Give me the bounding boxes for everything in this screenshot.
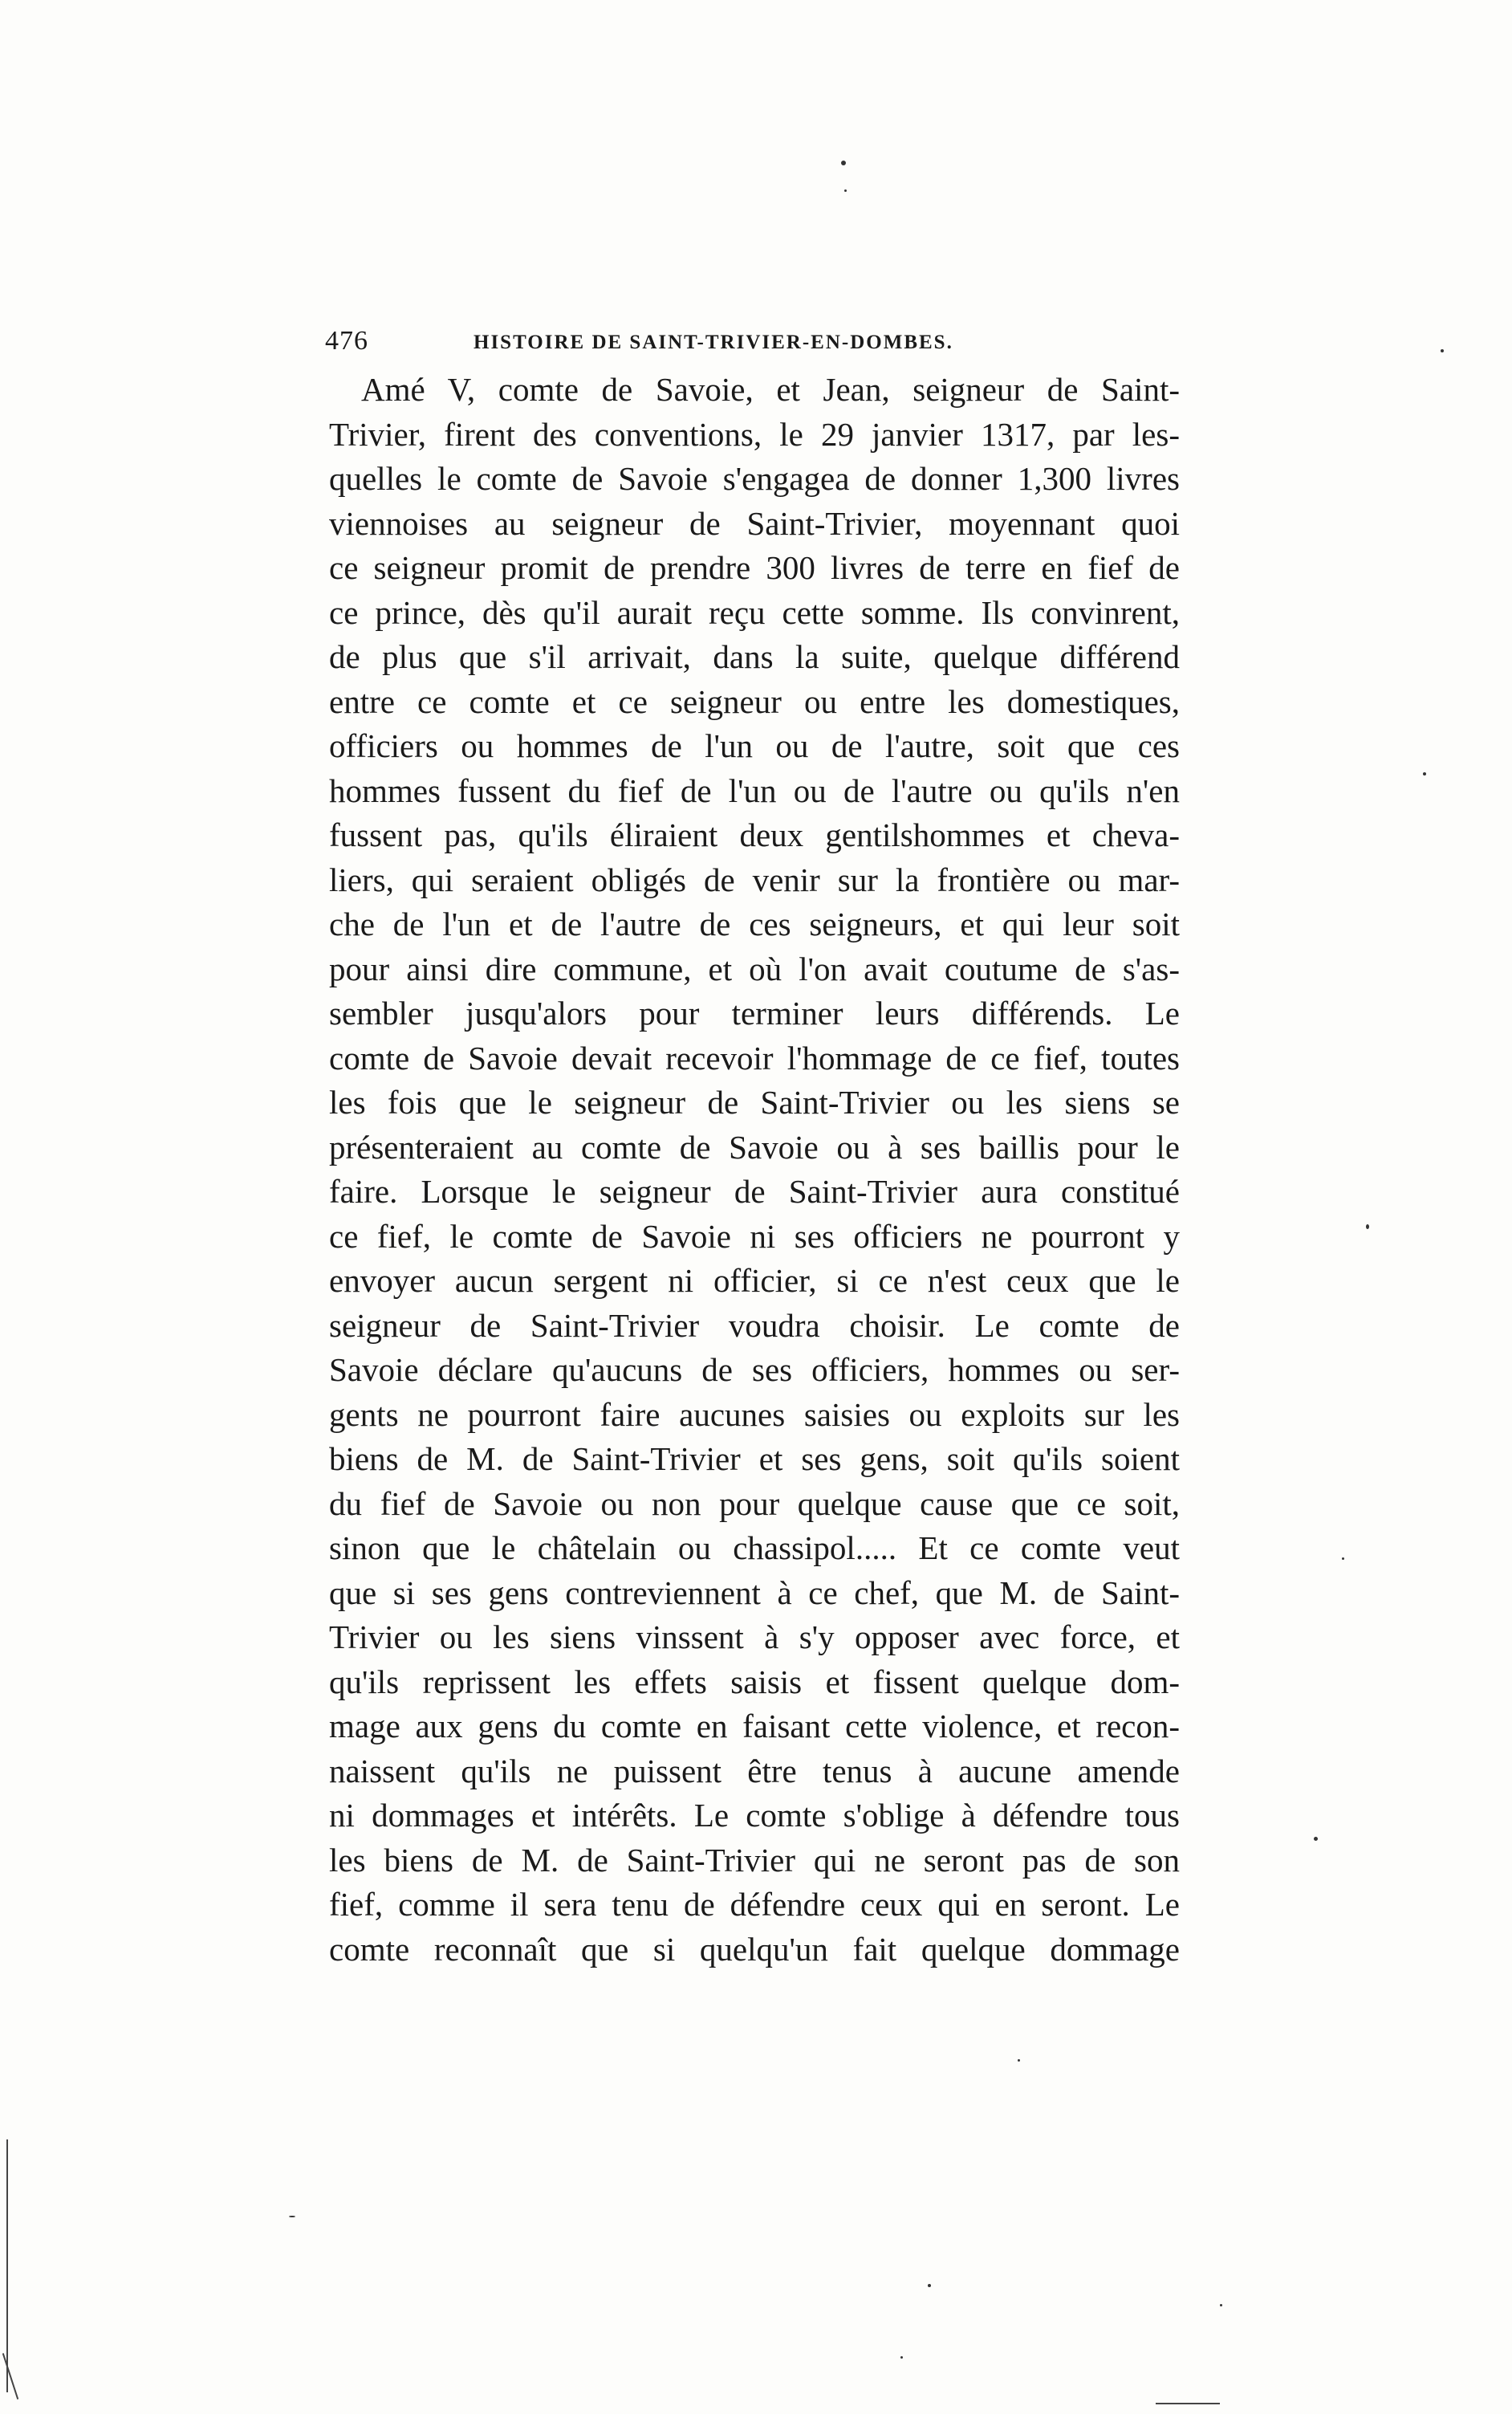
body-text: [329, 368, 1180, 1972]
text-line: du fief de Savoie ou non pour quelque cause que ce soit,: [329, 1484, 1180, 1522]
text-line: de plus que s'il arrivait, dans la suite, quelque différend: [329, 638, 1180, 675]
text-line: ce fief, le comte de Savoie ni ses officiers ne pourront y: [329, 1217, 1180, 1255]
text-line: Trivier, firent des conventions, le 29 janvier 1317, par les-: [329, 415, 1180, 453]
text-line: comte de Savoie devait recevoir l'hommage de ce fief, toutes: [329, 1039, 1180, 1077]
text-line: les fois que le seigneur de Saint-Trivier ou les siens se: [329, 1084, 1180, 1121]
scan-edge-line: [1156, 2403, 1220, 2404]
scan-speck: [841, 161, 846, 165]
text-line: sinon que le châtelain ou chassipol..... Et ce comte veut: [329, 1529, 1180, 1566]
text-line: fief, comme il sera tenu de défendre ceux qui en seront. Le: [329, 1886, 1180, 1923]
text-line: les biens de M. de Saint-Trivier qui ne seront pas de son: [329, 1841, 1180, 1879]
text-line: biens de M. de Saint-Trivier et ses gens, soit qu'ils soient: [329, 1440, 1180, 1477]
scan-speck: [1220, 2304, 1222, 2306]
text-line: faire. Lorsque le seigneur de Saint-Trivier aura constitué: [329, 1173, 1180, 1210]
text-line: che de l'un et de l'autre de ces seigneurs, et qui leur soit: [329, 906, 1180, 942]
scan-speck: [1018, 2059, 1020, 2062]
text-line: seigneur de Saint-Trivier voudra choisir. Le comte de: [329, 1306, 1180, 1344]
text-line: quelles le comte de Savoie s'engagea de donner 1,300 livres: [329, 460, 1180, 497]
page-number: 476: [325, 326, 368, 356]
text-line: gents ne pourront faire aucunes saisies ou exploits sur les: [329, 1395, 1180, 1433]
text-line: Amé V, comte de Savoie, et Jean, seigneur de Saint-: [361, 371, 1180, 408]
text-line: officiers ou hommes de l'un ou de l'autre, soit que ces: [329, 727, 1180, 764]
scan-speck: [1314, 1837, 1318, 1841]
scan-speck: [844, 189, 847, 192]
scan-edge-line: [6, 2139, 8, 2392]
text-line: que si ses gens contreviennent à ce chef, que M. de Saint-: [329, 1573, 1180, 1611]
text-line: ce prince, dès qu'il aurait reçu cette somme. Ils convinrent,: [329, 593, 1180, 631]
text-line: entre ce comte et ce seigneur ou entre les domestiques,: [329, 682, 1180, 720]
text-line: liers, qui seraient obligés de venir sur la frontière ou mar-: [329, 861, 1180, 898]
text-line: naissent qu'ils ne puissent être tenus à aucune amende: [329, 1752, 1180, 1789]
text-line: Trivier ou les siens vinssent à s'y opposer avec force, et: [329, 1618, 1180, 1655]
text-line: sembler jusqu'alors pour terminer leurs différends. Le: [329, 995, 1180, 1032]
text-line: présenteraient au comte de Savoie ou à ses baillis pour le: [329, 1128, 1180, 1166]
text-line: comte reconnaît que si quelqu'un fait quelque dommage: [329, 1930, 1180, 1968]
text-line: envoyer aucun sergent ni officier, si ce n'est ceux que le: [329, 1262, 1180, 1299]
text-line: qu'ils reprissent les effets saisis et fissent quelque dom-: [329, 1663, 1180, 1700]
text-line: hommes fussent du fief de l'un ou de l'autre ou qu'ils n'en: [329, 771, 1180, 809]
scan-speck: [928, 2284, 931, 2287]
scan-speck: [1366, 1224, 1369, 1229]
scan-speck: [1423, 772, 1426, 775]
running-title: HISTOIRE DE SAINT-TRIVIER-EN-DOMBES.: [474, 332, 953, 353]
text-line: fussent pas, qu'ils éliraient deux gentilshommes et cheva-: [329, 816, 1180, 853]
text-line: pour ainsi dire commune, et où l'on avait coutume de s'as-: [329, 950, 1180, 987]
text-line: ni dommages et intérêts. Le comte s'oblige à défendre tous: [329, 1797, 1180, 1834]
text-line: ce seigneur promit de prendre 300 livres de terre en fief de: [329, 549, 1180, 586]
scan-edge-line: [2, 2353, 18, 2400]
text-line: mage aux gens du comte en faisant cette violence, et recon-: [329, 1708, 1180, 1744]
text-line: Savoie déclare qu'aucuns de ses officiers, hommes ou ser-: [329, 1351, 1180, 1388]
scan-speck: [1441, 349, 1444, 352]
page-header: [325, 321, 1180, 361]
scan-speck: [289, 2216, 295, 2217]
scan-speck: [900, 2356, 903, 2359]
text-line: viennoises au seigneur de Saint-Trivier, moyennant quoi: [329, 504, 1180, 542]
scan-speck: [1342, 1557, 1344, 1560]
